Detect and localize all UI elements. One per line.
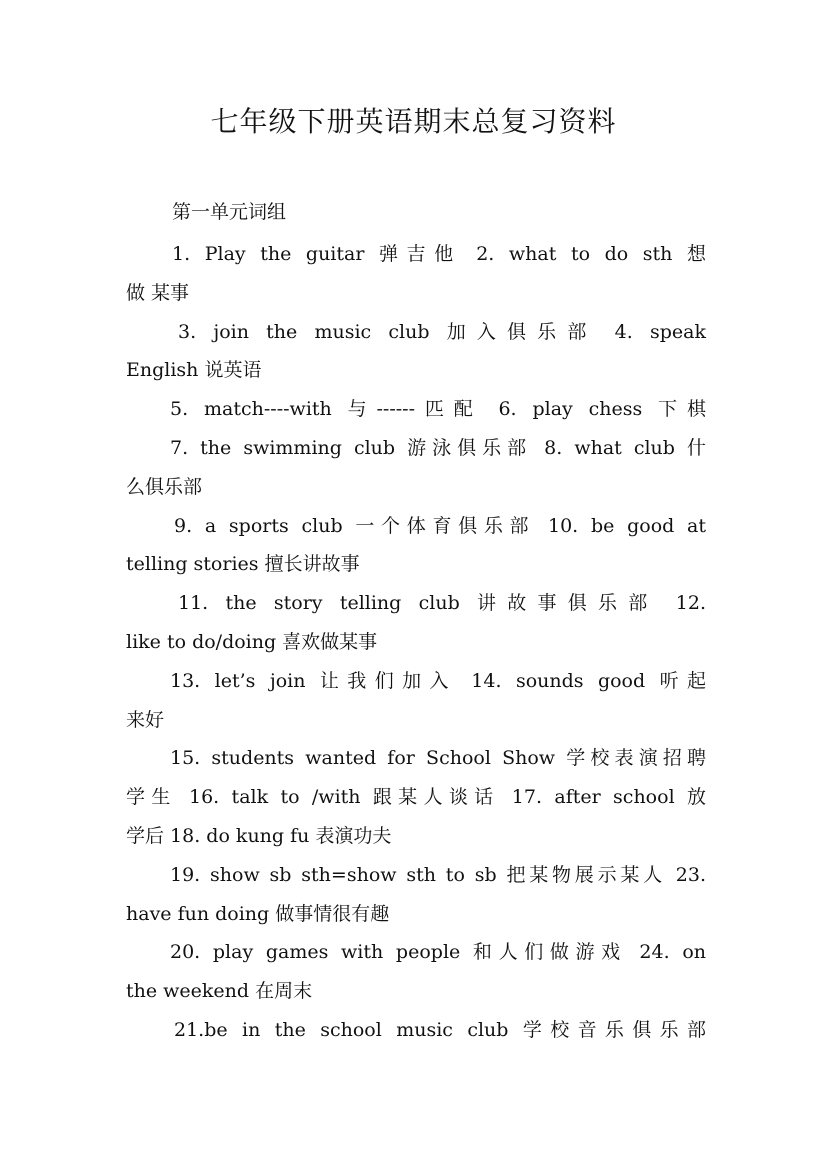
document-body — [126, 235, 706, 1050]
text-line: English 说英语 — [126, 359, 262, 382]
text-line: like to do/doing 喜欢做某事 — [126, 630, 378, 653]
text-line: 11. the story telling club 讲故事俱乐部 12. — [178, 592, 706, 615]
text-line: have fun doing 做事情很有趣 — [126, 902, 390, 925]
section-heading: 第一单元词组 — [172, 201, 287, 223]
text-line: 13. let’s join 让我们加入 14. sounds good 听起 — [170, 669, 706, 692]
text-line: 1. Play the guitar 弹吉他 2. what to do sth 想 — [172, 243, 706, 265]
text-line: 20. play games with people 和人们做游戏 24. on — [170, 941, 706, 964]
text-line: 19. show sb sth=show sth to sb 把某物展示某人 23. — [170, 863, 706, 886]
text-line: 学后 18. do kung fu 表演功夫 — [126, 824, 392, 847]
text-line: 5. match----with 与------匹配 6. play chess 下棋 — [170, 398, 706, 421]
text-line: 学生 16. talk to /with 跟某人谈话 17. after school 放 — [126, 786, 706, 809]
text-line: telling stories 擅长讲故事 — [126, 553, 360, 576]
text-line: 么俱乐部 — [126, 475, 203, 498]
text-line: 做 某事 — [126, 281, 190, 304]
text-line: 9. a sports club 一个体育俱乐部 10. be good at — [174, 514, 706, 537]
text-line: 7. the swimming club 游泳俱乐部 8. what club 什 — [170, 436, 706, 459]
text-line: 21.be in the school music club 学校音乐俱乐部 — [174, 1018, 706, 1041]
text-line: 来好 — [126, 708, 165, 731]
text-line: the weekend 在周末 — [126, 980, 313, 1003]
text-line: 3. join the music club 加入俱乐部 4. speak — [178, 320, 706, 343]
text-line: 15. students wanted for School Show 学校表演招聘 — [170, 747, 706, 770]
document-title: 七年级下册英语期末总复习资料 — [210, 105, 617, 138]
